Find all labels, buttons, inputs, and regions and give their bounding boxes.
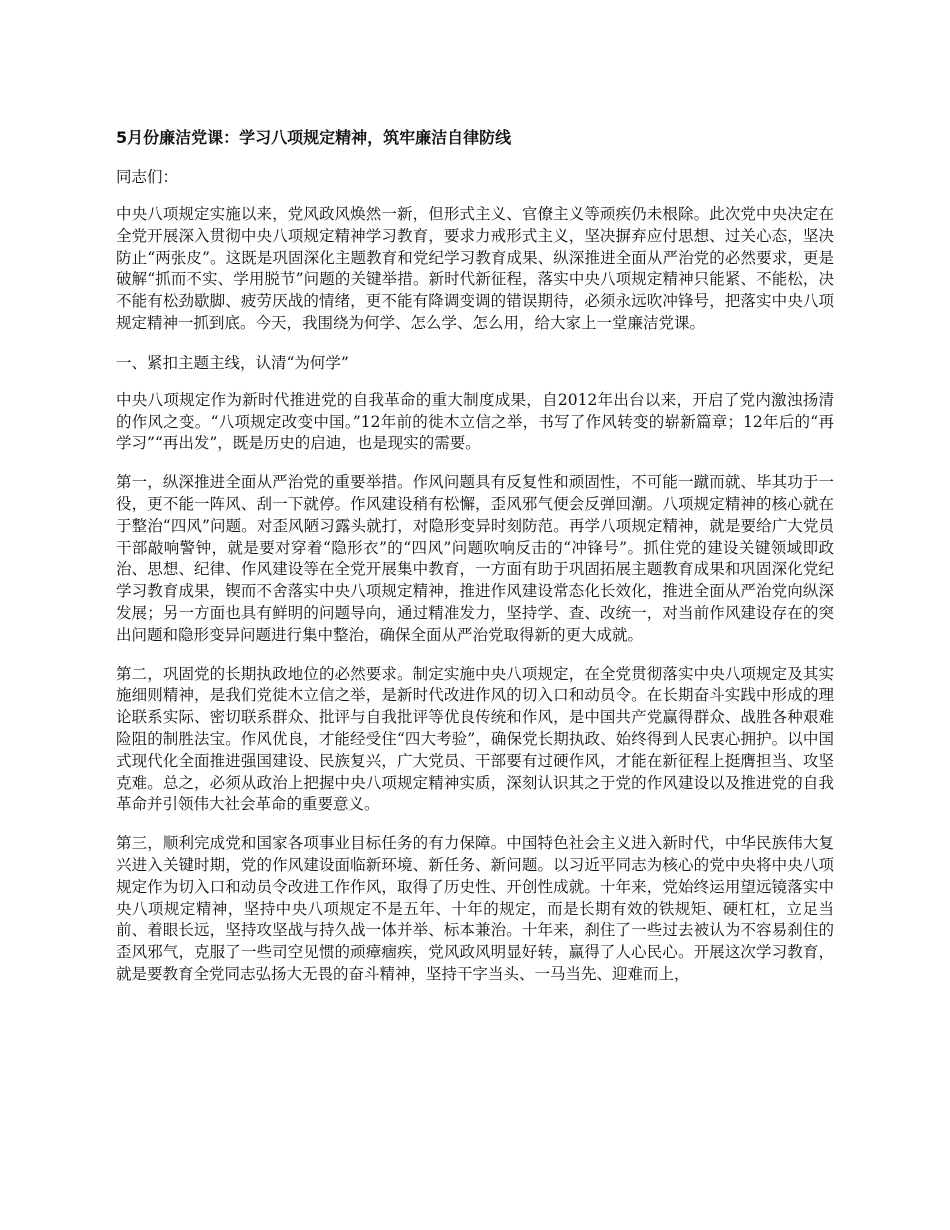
body-paragraph: 第二，巩固党的长期执政地位的必然要求。制定实施中央八项规定，在全党贯彻落实中央八项规定及其实施细则精神，是我们党徙木立信之举，是新时代改进作风的切入口和动员令。在长期奋斗实践中形成的理论联系实际、密切联系群众、批评与自我批评等优良传统和作风，是中国共产党赢得群众、战胜各种艰难险阻的制胜法宝。作风优良，才能经受住“四大考验”，确保党长期执政、始终得到人民衷心拥护。以中国式现代化全面推进强国建设、民族复兴，广大党员、干部要有过硬作风，才能在新征程上挺膺担当、攻坚克难。总之，必须从政治上把握中央八项规定精神实质，深刻认识其之于党的作风建设以及推进党的自我革命并引领伟大社会革命的重要意义。 bbox=[116, 664, 834, 814]
greeting: 同志们： bbox=[116, 168, 179, 186]
body-paragraph: 中央八项规定作为新时代推进党的自我革命的重大制度成果，自2012年出台以来，开启了党内激浊扬清的作风之变。“八项规定改变中国。”12年前的徙木立信之举，书写了作风转变的崭新篇章；12年后的“再学习”“再出发”，既是历史的启迪，也是现实的需要。 bbox=[116, 390, 834, 453]
document-title: 5月份廉洁党课：学习八项规定精神，筑牢廉洁自律防线 bbox=[116, 128, 512, 147]
intro-paragraph: 中央八项规定实施以来，党风政风焕然一新，但形式主义、官僚主义等顽疾仍未根除。此次党中央决定在全党开展深入贯彻中央八项规定精神学习教育，要求力戒形式主义，坚决摒弃应付思想、过关心态，坚决防止“两张皮”。这既是巩固深化主题教育和党纪学习教育成果、纵深推进全面从严治党的必然要求，更是破解“抓而不实、学用脱节”问题的关键举措。新时代新征程，落实中央八项规定精神只能紧、不能松，决不能有松劲歇脚、疲劳厌战的情绪，更不能有降调变调的错误期待，必须永远吹冲锋号，把落实中央八项规定精神一抓到底。今天，我围绕为何学、怎么学、怎么用，给大家上一堂廉洁党课。 bbox=[116, 205, 834, 332]
document-page bbox=[116, 126, 834, 1003]
section-heading: 一、紧扣主题主线，认清“为何学” bbox=[116, 353, 349, 372]
body-paragraph: 第三，顺利完成党和国家各项事业目标任务的有力保障。中国特色社会主义进入新时代，中华民族伟大复兴进入关键时期，党的作风建设面临新环境、新任务、新问题。以习近平同志为核心的党中央将中央八项规定作为切入口和动员令改进工作作风，取得了历史性、开创性成就。十年来，党始终运用望远镜落实中央八项规定精神，坚持中央八项规定不是五年、十年的规定，而是长期有效的铁规矩、硬杠杠，立足当前、着眼长远，坚持攻坚战与持久战一体并举、标本兼治。十年来，刹住了一些过去被认为不容易刹住的歪风邪气，克服了一些司空见惯的顽瘴痼疾，党风政风明显好转，赢得了人心民心。开展这次学习教育，就是要教育全党同志弘扬大无畏的奋斗精神，坚持干字当头、一马当先、迎难而上， bbox=[116, 834, 834, 983]
body-paragraph: 第一，纵深推进全面从严治党的重要举措。作风问题具有反复性和顽固性，不可能一蹴而就、毕其功于一役，更不能一阵风、刮一下就停。作风建设稍有松懈，歪风邪气便会反弹回潮。八项规定精神的核心就在于整治“四风”问题。对歪风陋习露头就打，对隐形变异时刻防范。再学八项规定精神，就是要给广大党员干部敲响警钟，就是要对穿着“隐形衣”的“四风”问题吹响反击的“冲锋号”。抓住党的建设关键领域即政治、思想、纪律、作风建设等在全党开展集中教育，一方面有助于巩固拓展主题教育成果和巩固深化党纪学习教育成果，锲而不舍落实中央八项规定精神，推进作风建设常态化长效化，推进全面从严治党向纵深发展；另一方面也具有鲜明的问题导向，通过精准发力，坚持学、查、改统一，对当前作风建设存在的突出问题和隐形变异问题进行集中整治，确保全面从严治党取得新的更大成就。 bbox=[116, 473, 834, 644]
